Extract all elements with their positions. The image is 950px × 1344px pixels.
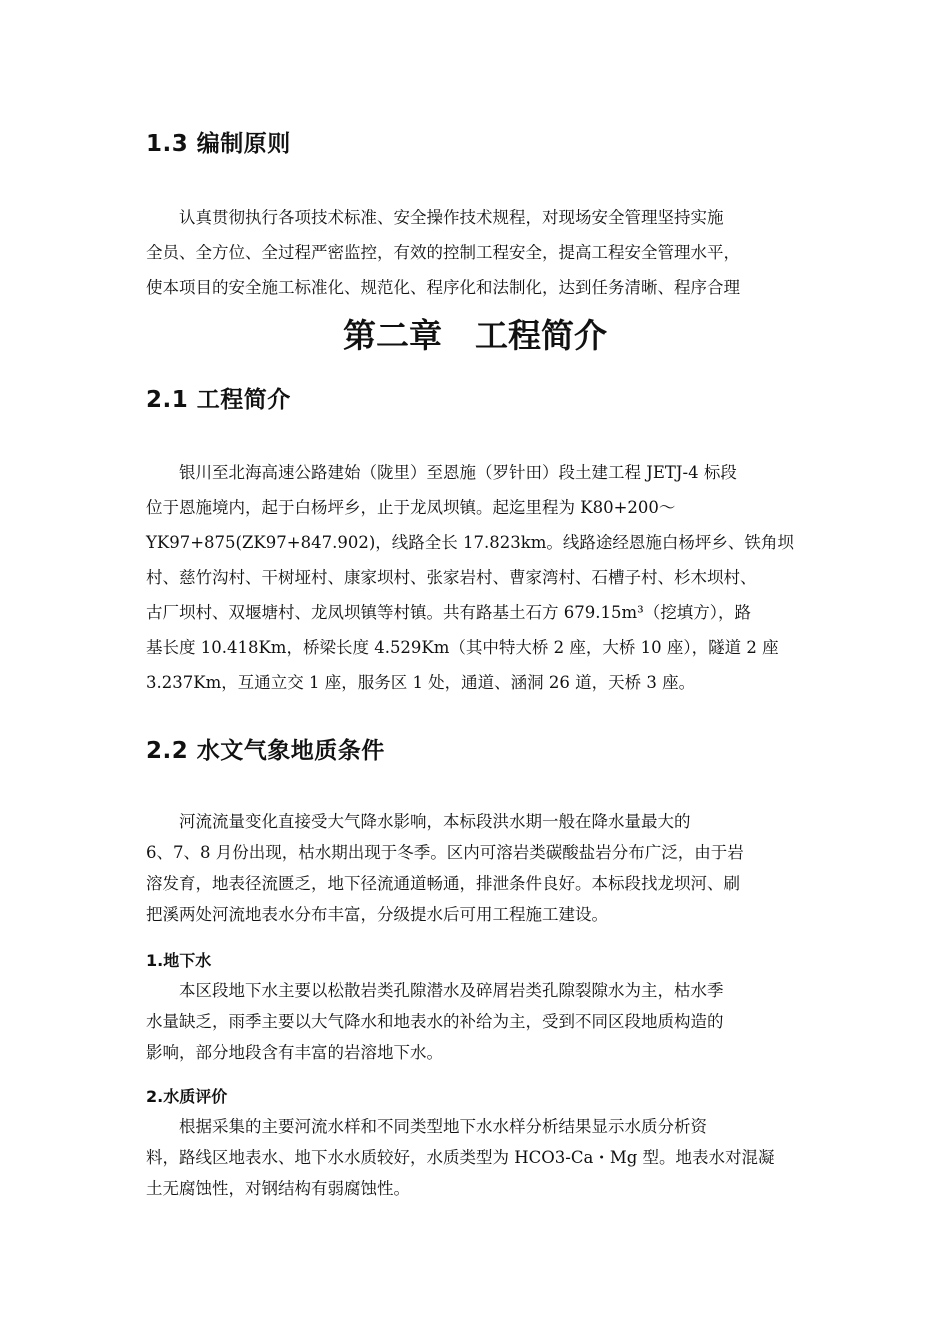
paragraph-line: 全员、全方位、全过程严密监控，有效的控制工程安全，提高工程安全管理水平， — [146, 243, 740, 262]
paragraph-groundwater — [146, 975, 808, 1068]
paragraph-line: 根据采集的主要河流水样和不同类型地下水水样分析结果显示水质分析资 — [179, 1117, 707, 1136]
subheading-water-quality: 2.水质评价 — [146, 1087, 228, 1106]
paragraph-line: 认真贯彻执行各项技术标准、安全操作技术规程，对现场安全管理坚持实施 — [179, 208, 724, 227]
chapter-title: 第二章 工程简介 — [343, 316, 607, 355]
paragraph-line: 影响，部分地段含有丰富的岩溶地下水。 — [146, 1043, 443, 1062]
paragraph-line: 本区段地下水主要以松散岩类孔隙潜水及碎屑岩类孔隙裂隙水为主，枯水季 — [179, 981, 724, 1000]
paragraph-line: 6、7、8 月份出现，枯水期出现于冬季。区内可溶岩类碳酸盐岩分布广泛，由于岩 — [146, 843, 744, 862]
paragraph-line: YK97+875(ZK97+847.902)，线路全长 17.823km。线路途经恩施白杨坪乡、铁角坝 — [146, 533, 794, 552]
paragraph-line: 河流流量变化直接受大气降水影响，本标段洪水期一般在降水量最大的 — [179, 812, 691, 831]
paragraph-compilation-principles — [146, 200, 808, 305]
paragraph-line: 使本项目的安全施工标准化、规范化、程序化和法制化，达到任务清晰、程序合理 — [146, 278, 740, 297]
paragraph-line: 古厂坝村、双堰塘村、龙凤坝镇等村镇。共有路基土石方 679.15m³（挖填方），路 — [146, 603, 751, 622]
paragraph-line: 3.237Km，互通立交 1 座，服务区 1 处，通道、涵洞 26 道，天桥 3 座。 — [146, 673, 696, 692]
paragraph-line: 把溪两处河流地表水分布丰富，分级提水后可用工程施工建设。 — [146, 905, 608, 924]
paragraph-line: 位于恩施境内，起于白杨坪乡，止于龙凤坝镇。起迄里程为 K80+200～ — [146, 498, 676, 517]
paragraph-project-overview — [146, 455, 808, 700]
paragraph-line: 料，路线区地表水、地下水水质较好，水质类型为 HCO3-Ca・Mg 型。地表水对混凝 — [146, 1148, 775, 1167]
section-heading-2-1: 2.1 工程简介 — [146, 387, 291, 413]
paragraph-line: 水量缺乏，雨季主要以大气降水和地表水的补给为主，受到不同区段地质构造的 — [146, 1012, 724, 1031]
subheading-groundwater: 1.地下水 — [146, 951, 212, 970]
paragraph-water-quality — [146, 1111, 808, 1204]
paragraph-line: 溶发育，地表径流匮乏，地下径流通道畅通，排泄条件良好。本标段找龙坝河、刷 — [146, 874, 740, 893]
section-heading-2-2: 2.2 水文气象地质条件 — [146, 738, 385, 764]
paragraph-line: 土无腐蚀性，对钢结构有弱腐蚀性。 — [146, 1179, 410, 1198]
paragraph-hydrology — [146, 806, 808, 930]
paragraph-line: 银川至北海高速公路建始（陇里）至恩施（罗针田）段土建工程 JETJ-4 标段 — [179, 463, 737, 482]
paragraph-line: 村、慈竹沟村、干树垭村、康家坝村、张家岩村、曹家湾村、石槽子村、杉木坝村、 — [146, 568, 757, 587]
paragraph-line: 基长度 10.418Km，桥梁长度 4.529Km（其中特大桥 2 座，大桥 10 座），隧道 2 座 — [146, 638, 779, 657]
section-heading-1-3: 1.3 编制原则 — [146, 131, 291, 157]
